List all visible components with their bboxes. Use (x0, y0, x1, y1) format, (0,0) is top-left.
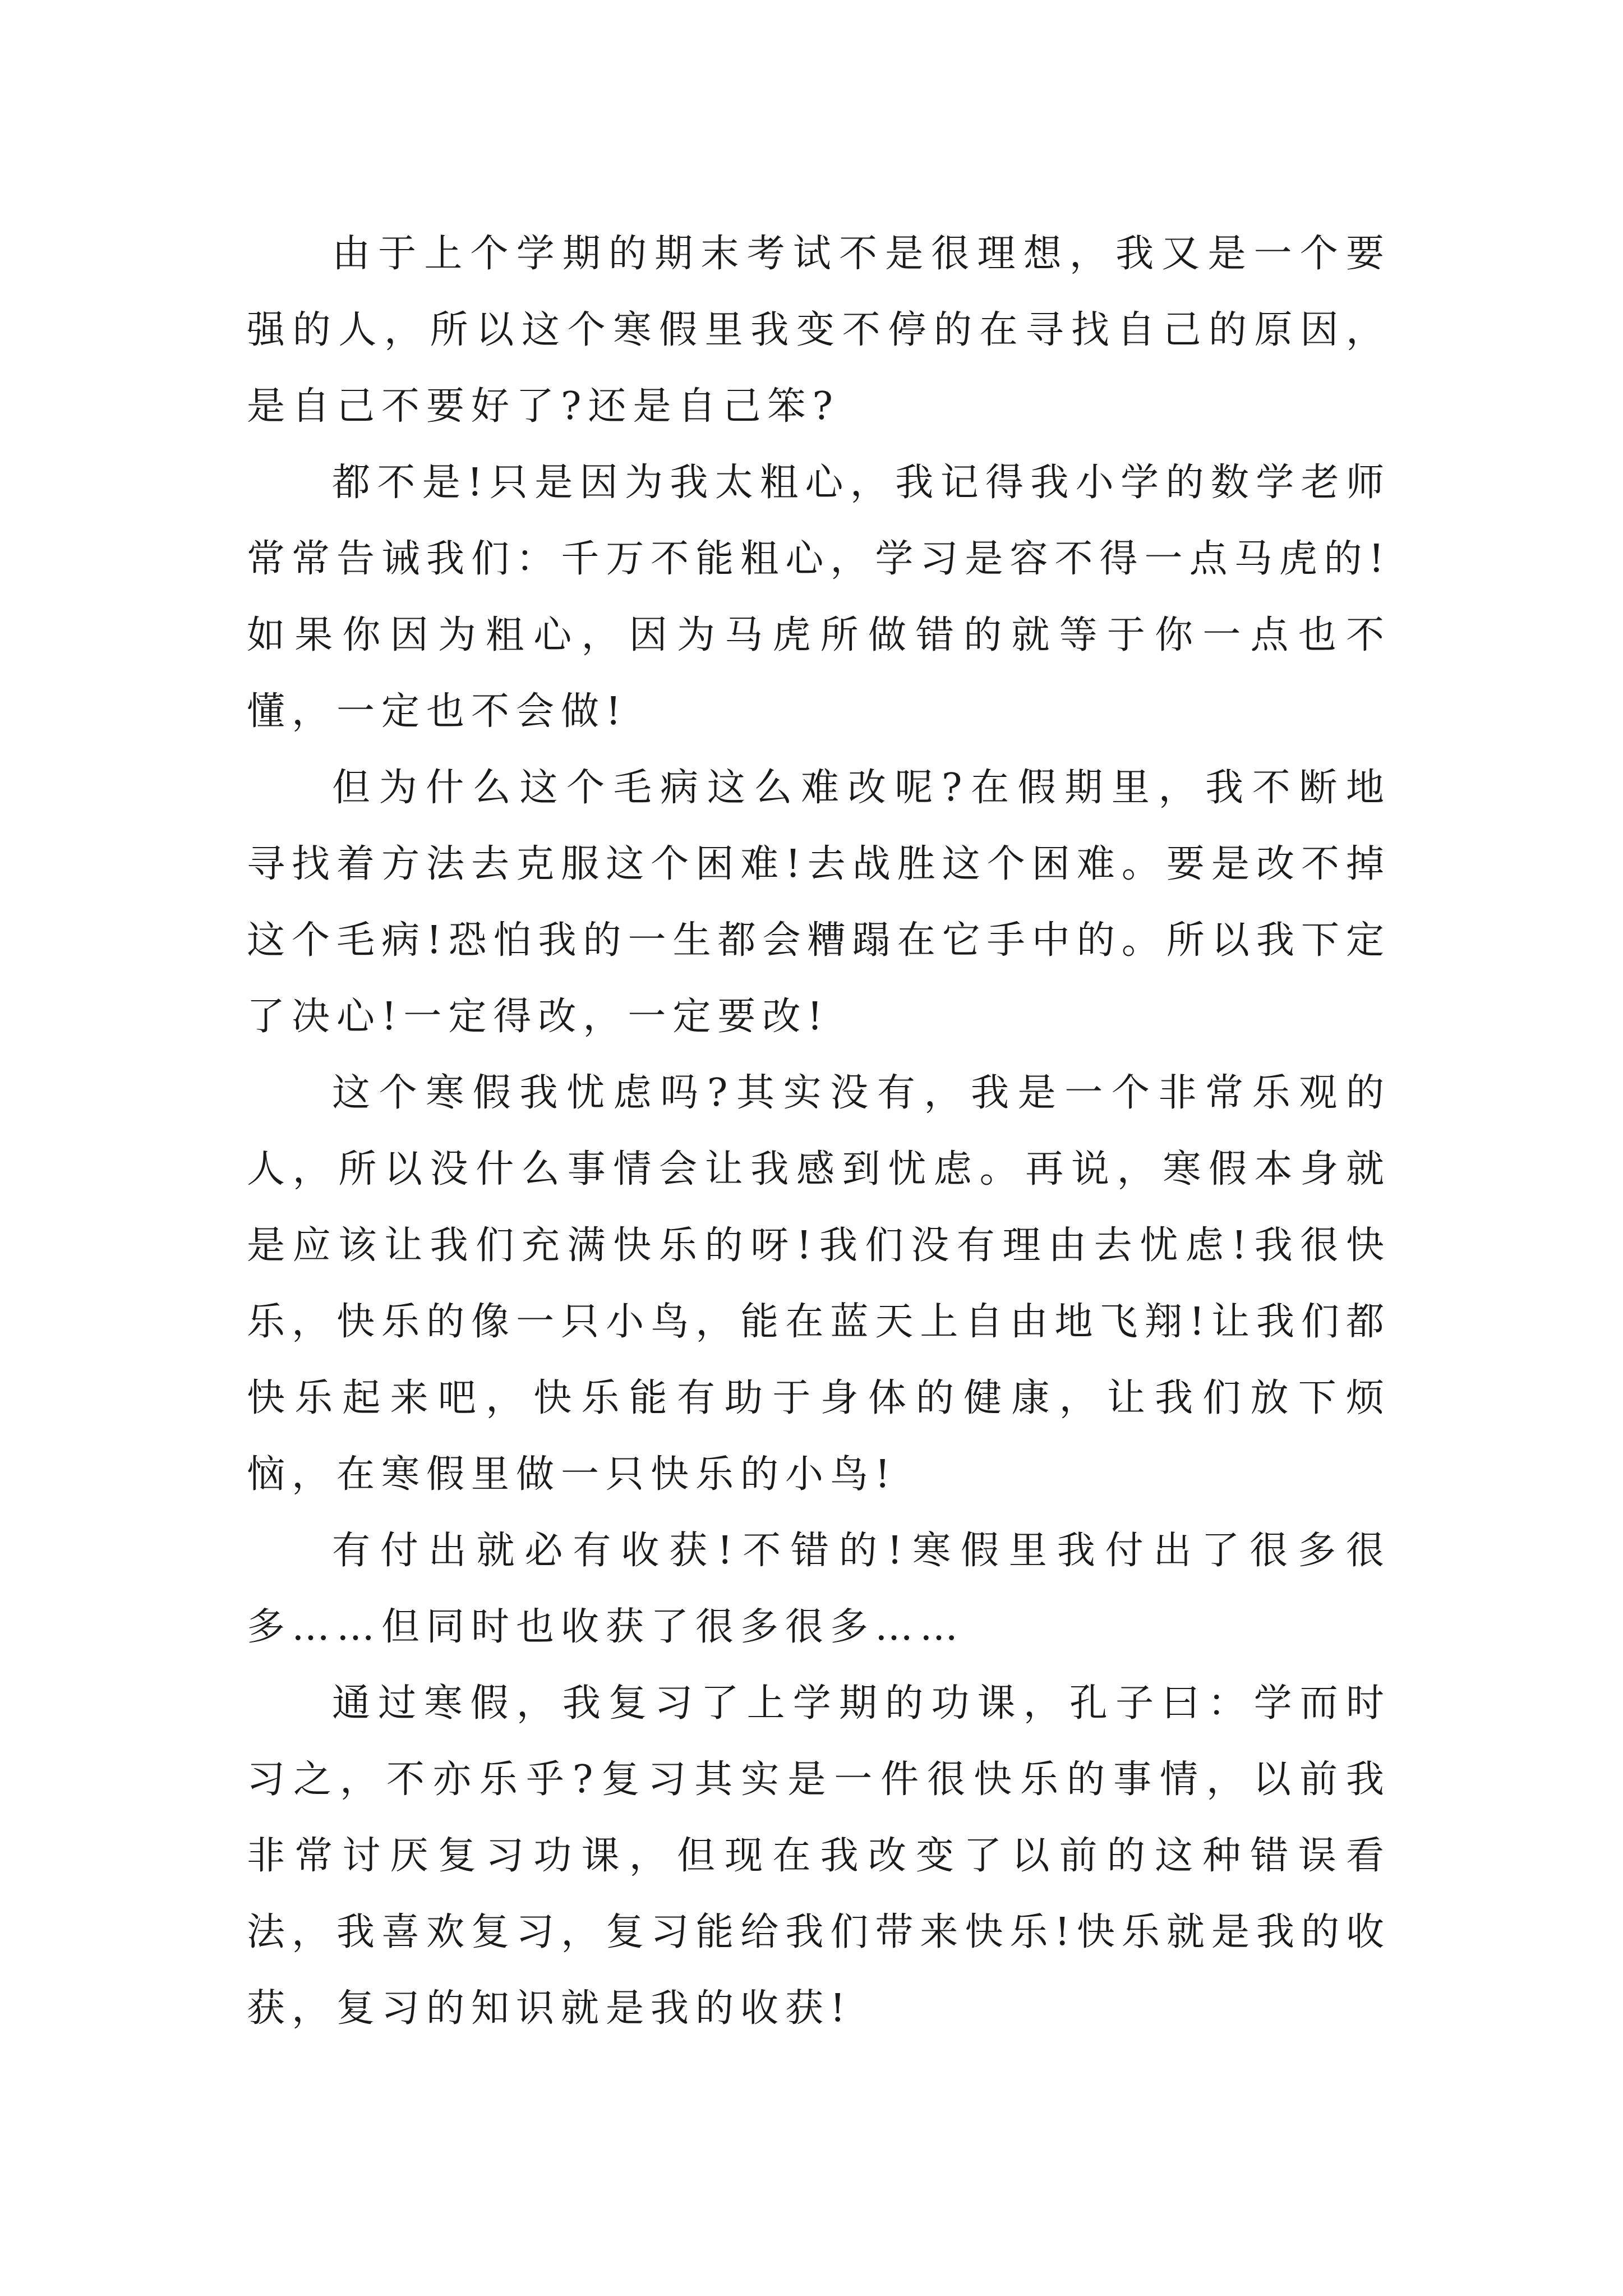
document-body (247, 216, 1391, 2047)
paragraph-5: 有付出就必有收获!不错的!寒假里我付出了很多很多……但同时也收获了很多很多…… (247, 1529, 1391, 1649)
paragraph-6: 通过寒假，我复习了上学期的功课，孔子曰：学而时习之，不亦乐乎?复习其实是一件很快乐的事情，以前我非常讨厌复习功课，但现在我改变了以前的这种错误看法，我喜欢复习，复习能给我们带来快乐!快乐就是我的收获，复习的知识就是我的收获! (247, 1681, 1391, 2031)
paragraph-1: 由于上个学期的期末考试不是很理想，我又是一个要强的人，所以这个寒假里我变不停的在寻找自己的原因，是自己不要好了?还是自己笨? (247, 232, 1391, 429)
paragraph-2: 都不是!只是因为我太粗心，我记得我小学的数学老师常常告诫我们：千万不能粗心，学习是容不得一点马虎的!如果你因为粗心，因为马虎所做错的就等于你一点也不懂，一定也不会做! (247, 461, 1391, 734)
paragraph-3: 但为什么这个毛病这么难改呢?在假期里，我不断地寻找着方法去克服这个困难!去战胜这个困难。要是改不掉这个毛病!恐怕我的一生都会糟蹋在它手中的。所以我下定了决心!一定得改，一定要改! (247, 766, 1391, 1039)
paragraph-4: 这个寒假我忧虑吗?其实没有，我是一个非常乐观的人，所以没什么事情会让我感到忧虑。再说，寒假本身就是应该让我们充满快乐的呀!我们没有理由去忧虑!我很快乐，快乐的像一只小鸟，能在蓝天上自由地飞翔!让我们都快乐起来吧，快乐能有助于身体的健康，让我们放下烦恼，在寒假里做一只快乐的小鸟! (247, 1071, 1391, 1497)
